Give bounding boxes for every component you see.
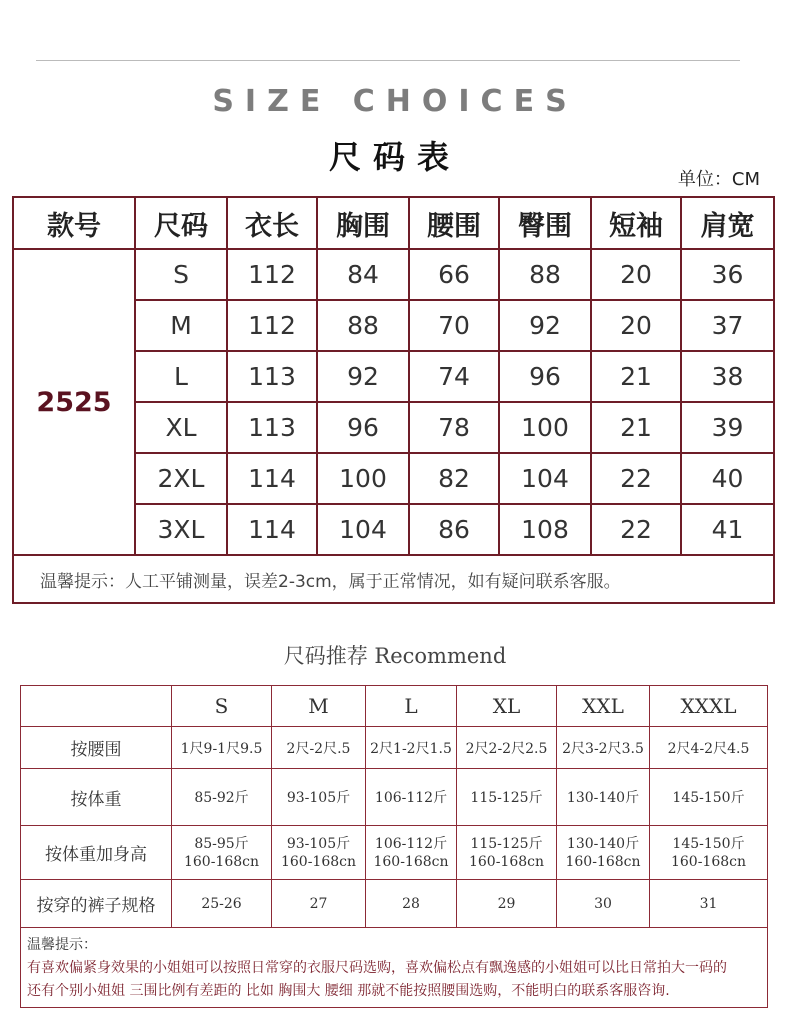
header-waist: 腰围 [409, 197, 499, 249]
recommend-cell: 106-112斤 [366, 769, 457, 826]
size-cell: L [135, 351, 227, 402]
recommend-cell: 29 [457, 880, 557, 928]
size-cell: S [135, 249, 227, 300]
bust-cell: 88 [317, 300, 409, 351]
recommend-cell: 93-105斤 [272, 769, 366, 826]
table-row [21, 826, 768, 880]
waist-cell: 82 [409, 453, 499, 504]
table-row [21, 727, 768, 769]
weight-range: 106-112斤 [374, 835, 448, 852]
header-length: 衣长 [227, 197, 317, 249]
height-range: 160-168cn [183, 853, 260, 870]
size-cell: 3XL [135, 504, 227, 555]
shoulder-cell: 40 [681, 453, 774, 504]
table-row [21, 880, 768, 928]
recommend-corner-cell [21, 686, 172, 727]
header-shoulder: 肩宽 [681, 197, 774, 249]
sleeve-cell: 21 [591, 402, 681, 453]
size-header: XXL [557, 686, 650, 727]
recommend-note-row [21, 928, 768, 1008]
height-range: 160-168cn [280, 853, 357, 870]
note-heading: 温馨提示： [27, 937, 97, 953]
recommend-cell: 1尺9-1尺9.5 [172, 727, 272, 769]
header-sleeve: 短袖 [591, 197, 681, 249]
bust-cell: 84 [317, 249, 409, 300]
waist-cell: 74 [409, 351, 499, 402]
sleeve-cell: 21 [591, 351, 681, 402]
model-number: 2525 [13, 249, 135, 555]
bust-cell: 104 [317, 504, 409, 555]
recommend-cell: 145-150斤 [650, 769, 768, 826]
recommend-cell: 130-140斤 [557, 769, 650, 826]
row-label: 按穿的裤子规格 [21, 880, 172, 928]
recommend-cell [557, 826, 650, 880]
recommend-cell [366, 826, 457, 880]
weight-range: 93-105斤 [286, 835, 351, 852]
size-header: XXXL [650, 686, 768, 727]
row-label: 按体重 [21, 769, 172, 826]
hip-cell: 88 [499, 249, 591, 300]
length-cell: 114 [227, 453, 317, 504]
table-row [21, 769, 768, 826]
recommend-header-row [21, 686, 768, 727]
sleeve-cell: 20 [591, 249, 681, 300]
shoulder-cell: 39 [681, 402, 774, 453]
length-cell: 112 [227, 300, 317, 351]
height-range: 160-168cn [565, 853, 641, 870]
waist-cell: 70 [409, 300, 499, 351]
recommend-cell: 2尺1-2尺1.5 [366, 727, 457, 769]
recommend-title: 尺码推荐 Recommend [283, 644, 507, 668]
recommend-cell [172, 826, 272, 880]
row-label: 按体重加身高 [21, 826, 172, 880]
size-cell: XL [135, 402, 227, 453]
hip-cell: 96 [499, 351, 591, 402]
recommend-table [20, 685, 768, 1008]
weight-range: 130-140斤 [566, 835, 640, 852]
length-cell: 114 [227, 504, 317, 555]
sleeve-cell: 20 [591, 300, 681, 351]
hip-cell: 108 [499, 504, 591, 555]
size-table-note-row [13, 555, 774, 603]
weight-range: 145-150斤 [672, 835, 745, 852]
recommend-cell: 30 [557, 880, 650, 928]
shoulder-cell: 41 [681, 504, 774, 555]
size-cell: M [135, 300, 227, 351]
chinese-title: 尺码表 [328, 138, 461, 176]
recommend-note [21, 928, 768, 1008]
waist-cell: 86 [409, 504, 499, 555]
length-cell: 112 [227, 249, 317, 300]
weight-range: 85-95斤 [194, 835, 249, 852]
recommend-cell: 2尺3-2尺3.5 [557, 727, 650, 769]
english-title: SIZE CHOICES [212, 84, 578, 119]
note-line: 还有个别小姐姐 三围比例有差距的 比如 胸围大 腰细 那就不能按照腰围选购，不能明白的联系客服咨询. [27, 983, 670, 999]
recommend-cell: 25-26 [172, 880, 272, 928]
note-line: 有喜欢偏紧身效果的小姐姐可以按照日常穿的衣服尺码选购，喜欢偏松点有飘逸感的小姐姐可以比日常拍大一码的 [27, 960, 727, 976]
recommend-cell: 28 [366, 880, 457, 928]
bust-cell: 96 [317, 402, 409, 453]
shoulder-cell: 36 [681, 249, 774, 300]
recommend-cell [457, 826, 557, 880]
recommend-cell: 27 [272, 880, 366, 928]
recommend-cell: 85-92斤 [172, 769, 272, 826]
hip-cell: 100 [499, 402, 591, 453]
waist-cell: 78 [409, 402, 499, 453]
size-table [12, 196, 775, 604]
length-cell: 113 [227, 351, 317, 402]
shoulder-cell: 37 [681, 300, 774, 351]
row-label: 按腰围 [21, 727, 172, 769]
size-header: L [366, 686, 457, 727]
recommend-cell: 2尺-2尺.5 [272, 727, 366, 769]
hip-cell: 92 [499, 300, 591, 351]
height-range: 160-168cn [373, 853, 449, 870]
size-header: M [272, 686, 366, 727]
table-row [13, 249, 774, 300]
shoulder-cell: 38 [681, 351, 774, 402]
size-table-header-row [13, 197, 774, 249]
size-header: XL [457, 686, 557, 727]
size-cell: 2XL [135, 453, 227, 504]
top-divider [36, 60, 740, 61]
header-size: 尺码 [135, 197, 227, 249]
header-hip: 臀围 [499, 197, 591, 249]
height-range: 160-168cn [670, 853, 747, 870]
height-range: 160-168cn [468, 853, 545, 870]
recommend-cell [272, 826, 366, 880]
recommend-cell: 2尺2-2尺2.5 [457, 727, 557, 769]
recommend-cell: 2尺4-2尺4.5 [650, 727, 768, 769]
measurement-note: 温馨提示：人工平铺测量，误差2-3cm，属于正常情况，如有疑问联系客服。 [13, 555, 774, 603]
unit-label: 单位：CM [677, 169, 760, 190]
header-bust: 胸围 [317, 197, 409, 249]
recommend-cell: 31 [650, 880, 768, 928]
recommend-cell: 115-125斤 [457, 769, 557, 826]
header-model: 款号 [13, 197, 135, 249]
size-header: S [172, 686, 272, 727]
recommend-cell [650, 826, 768, 880]
bust-cell: 92 [317, 351, 409, 402]
length-cell: 113 [227, 402, 317, 453]
bust-cell: 100 [317, 453, 409, 504]
weight-range: 115-125斤 [470, 835, 543, 852]
hip-cell: 104 [499, 453, 591, 504]
sleeve-cell: 22 [591, 504, 681, 555]
waist-cell: 66 [409, 249, 499, 300]
sleeve-cell: 22 [591, 453, 681, 504]
